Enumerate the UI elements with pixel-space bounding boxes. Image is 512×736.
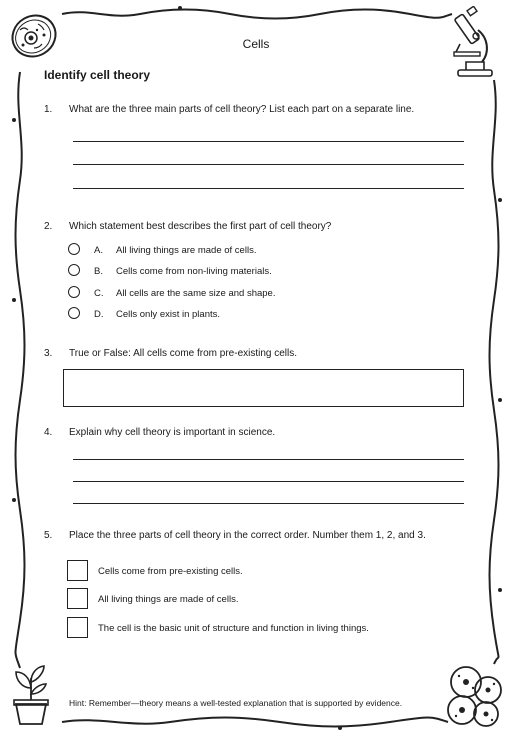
question-1-number: 1.: [44, 104, 53, 115]
option-c-letter: C.: [94, 288, 104, 299]
answer-line[interactable]: [73, 164, 464, 165]
answer-line[interactable]: [73, 503, 464, 504]
question-5-text: Place the three parts of cell theory in the correct order. Number them 1, 2, and 3.: [69, 530, 426, 541]
option-c-text: All cells are the same size and shape.: [116, 288, 276, 299]
question-1-text: What are the three main parts of cell theory? List each part on a separate line.: [69, 104, 415, 115]
order-box-2[interactable]: [67, 588, 88, 609]
answer-line[interactable]: [73, 459, 464, 460]
question-3-number: 3.: [44, 348, 53, 359]
page-title: Cells: [242, 37, 270, 51]
answer-line[interactable]: [73, 188, 464, 189]
order-item-text: The cell is the basic unit of structure and function in living things.: [98, 623, 369, 634]
option-b-letter: B.: [94, 266, 103, 277]
question-2-text: Which statement best describes the first part of cell theory?: [69, 221, 332, 232]
answer-line[interactable]: [73, 481, 464, 482]
option-a-letter: A.: [94, 245, 103, 256]
answer-line[interactable]: [73, 141, 464, 142]
order-item-text: All living things are made of cells.: [98, 594, 239, 605]
cells-cluster-icon: [446, 660, 504, 728]
potted-plant-icon: [8, 664, 54, 728]
option-b-text: Cells come from non-living materials.: [116, 266, 272, 277]
option-d-radio[interactable]: [68, 307, 80, 319]
question-5-number: 5.: [44, 530, 53, 541]
order-item-text: Cells come from pre-existing cells.: [98, 566, 243, 577]
option-d-letter: D.: [94, 309, 104, 320]
cell-icon: [6, 8, 62, 60]
option-b-radio[interactable]: [68, 264, 80, 276]
answer-box[interactable]: [63, 369, 464, 407]
question-3-text: True or False: All cells come from pre-existing cells.: [69, 348, 298, 359]
option-d-text: Cells only exist in plants.: [116, 309, 221, 320]
question-2-number: 2.: [44, 221, 53, 232]
option-a-radio[interactable]: [68, 243, 80, 255]
question-4-number: 4.: [44, 427, 53, 438]
option-c-radio[interactable]: [68, 286, 80, 298]
question-4-text: Explain why cell theory is important in science.: [69, 427, 276, 438]
option-a-text: All living things are made of cells.: [116, 245, 257, 256]
order-box-3[interactable]: [67, 617, 88, 638]
order-box-1[interactable]: [67, 560, 88, 581]
hint-text: Hint: Remember—theory means a well-tested explanation that is supported by evidence.: [69, 698, 403, 708]
section-heading: Identify cell theory: [44, 68, 151, 82]
